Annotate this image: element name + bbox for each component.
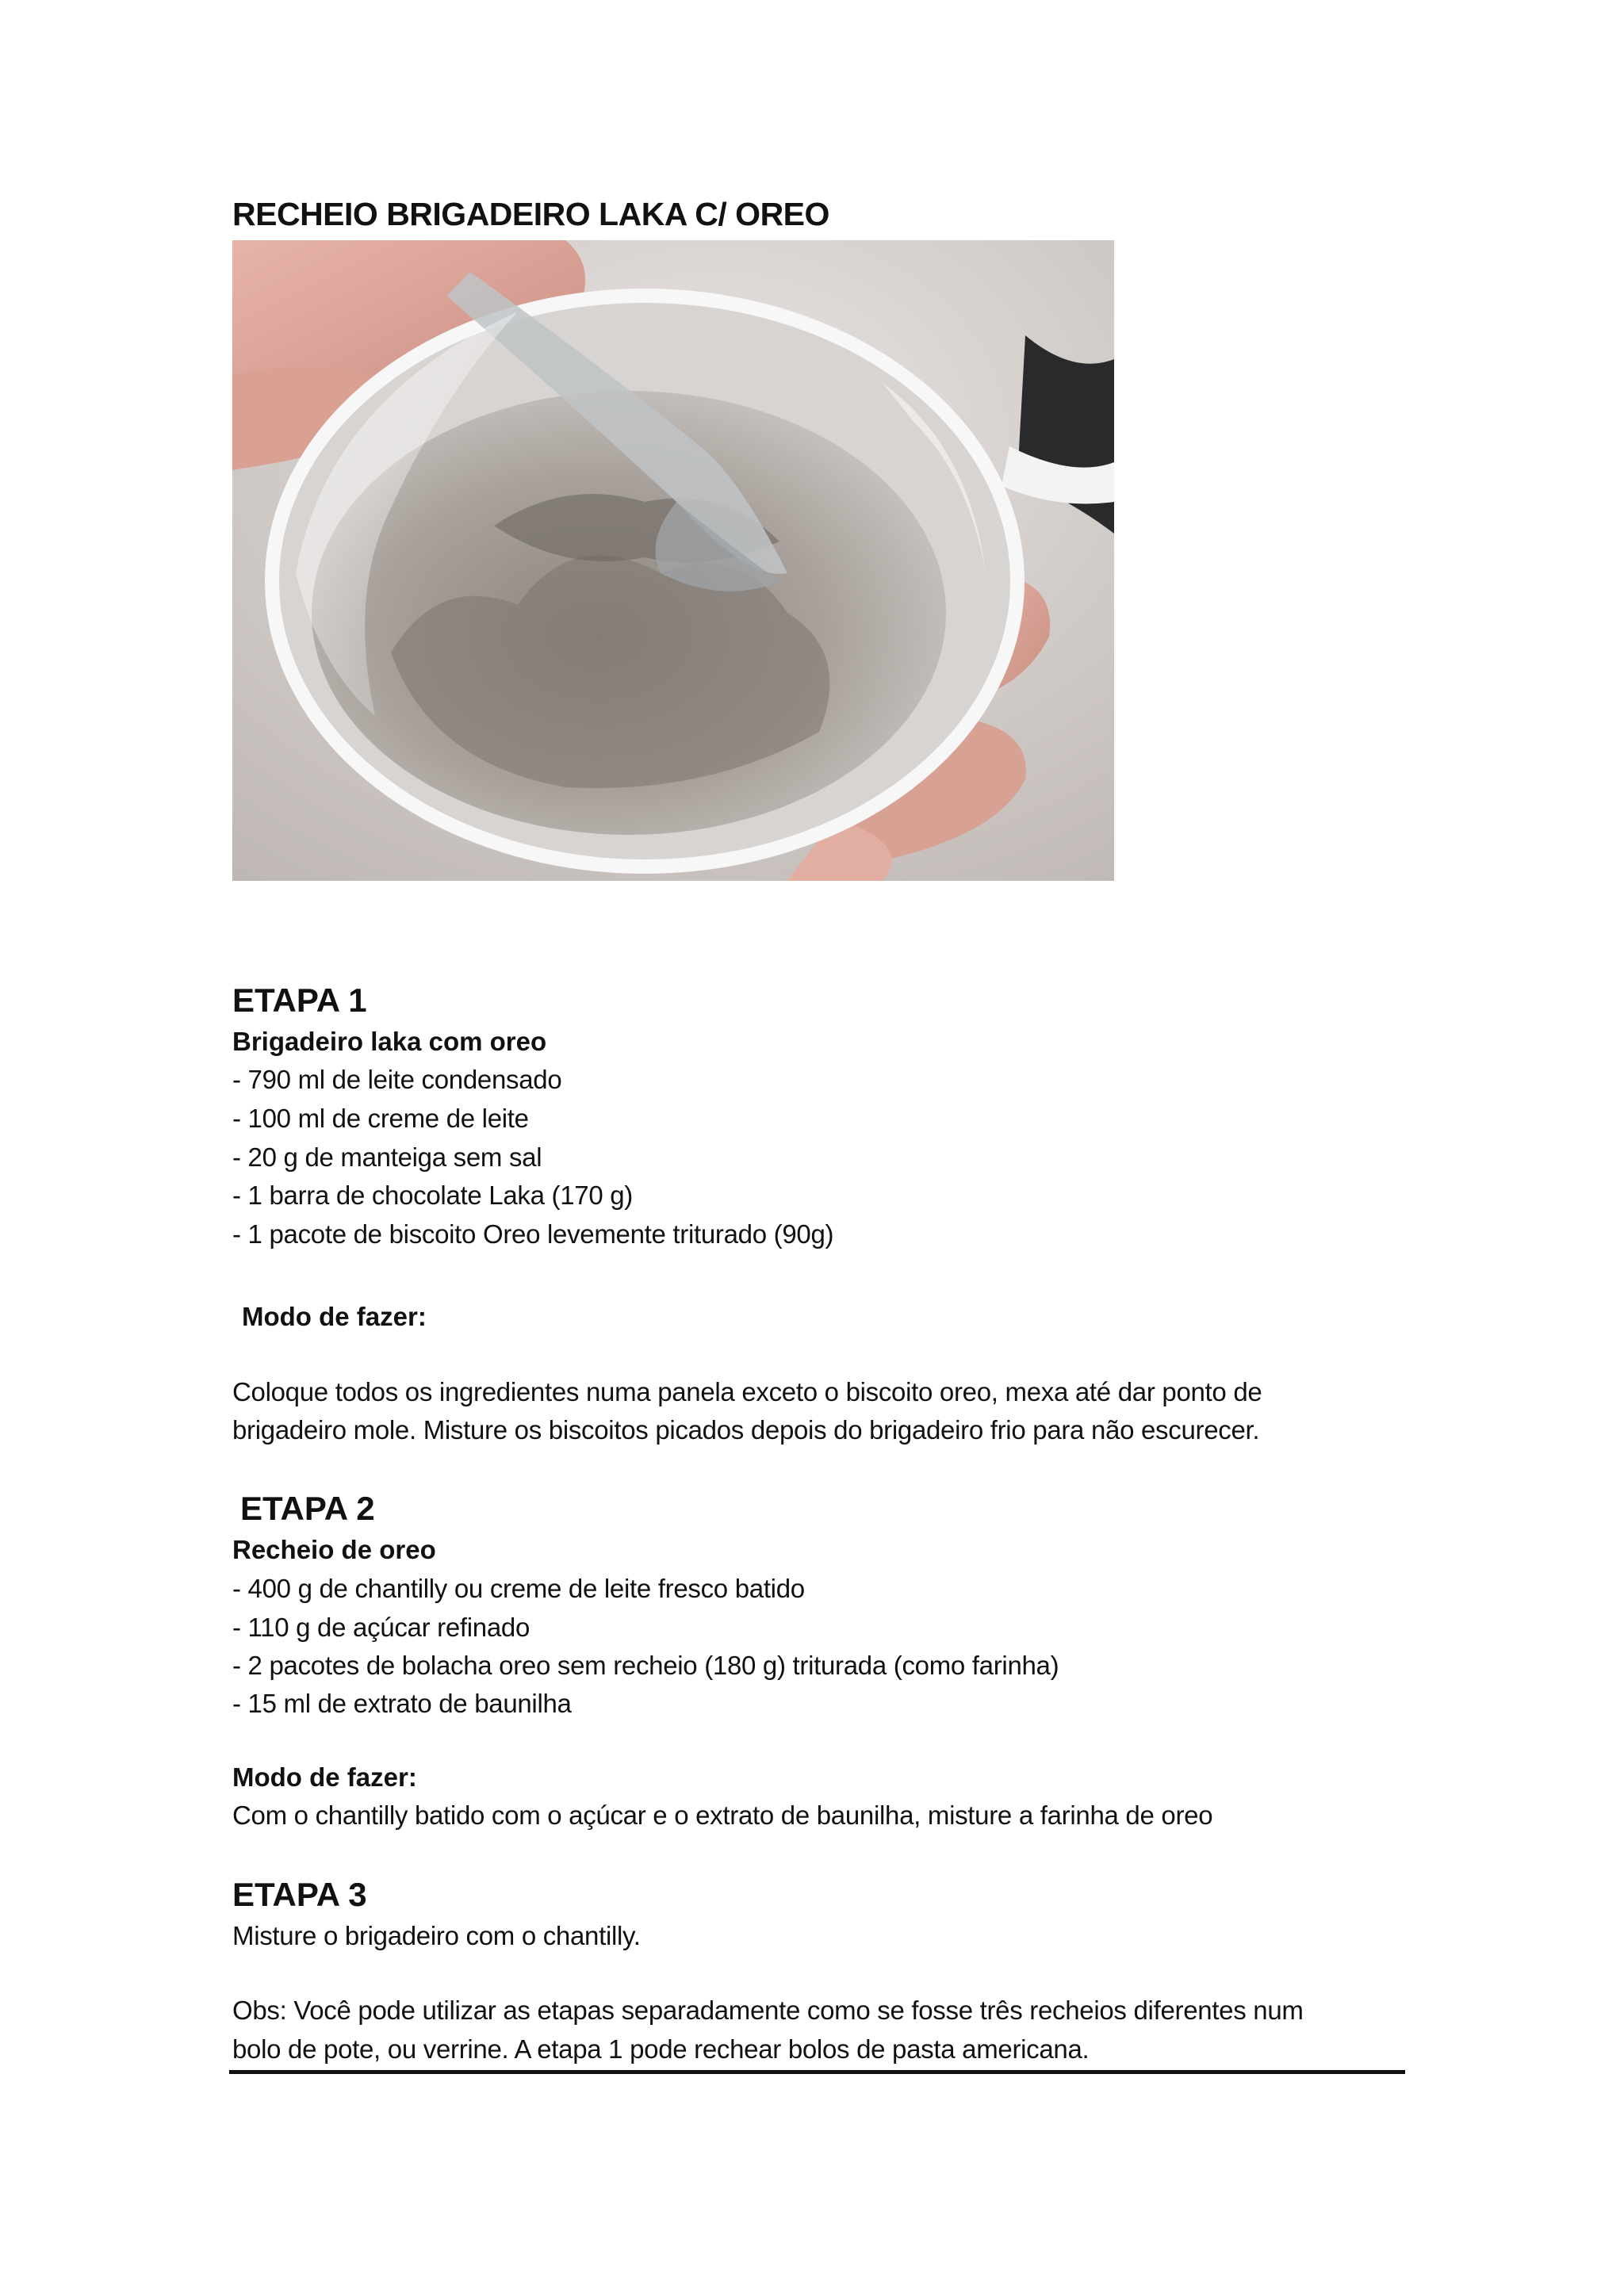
- etapa1-method-line: Coloque todos os ingredientes numa panela exceto o biscoito oreo, mexa até dar ponto de: [232, 1377, 1262, 1406]
- etapa1-method-label: Modo de fazer:: [242, 1302, 427, 1331]
- page-title: RECHEIO BRIGADEIRO LAKA C/ OREO: [232, 196, 829, 232]
- etapa1-ingredient: - 20 g de manteiga sem sal: [232, 1142, 542, 1172]
- etapa1-ingredient: - 1 barra de chocolate Laka (170 g): [232, 1181, 633, 1210]
- etapa2-ingredient: - 2 pacotes de bolacha oreo sem recheio (180 g) triturada (como farinha): [232, 1651, 1059, 1680]
- etapa2-ingredient: - 400 g de chantilly ou creme de leite fresco batido: [232, 1574, 805, 1603]
- etapa2-ingredient: - 15 ml de extrato de baunilha: [232, 1689, 572, 1718]
- bottom-rule: [229, 2070, 1405, 2074]
- obs-line: Obs: Você pode utilizar as etapas separadamente como se fosse três recheios diferentes num: [232, 1996, 1304, 2025]
- etapa1-ingredient: - 790 ml de leite condensado: [232, 1065, 562, 1094]
- etapa2-method-label: Modo de fazer:: [232, 1762, 417, 1792]
- etapa1-ingredient: - 100 ml de creme de leite: [232, 1104, 529, 1133]
- etapa1-heading: ETAPA 1: [232, 982, 367, 1019]
- etapa2-subheading: Recheio de oreo: [232, 1535, 436, 1564]
- etapa1-subheading: Brigadeiro laka com oreo: [232, 1027, 547, 1056]
- etapa3-heading: ETAPA 3: [232, 1876, 367, 1913]
- recipe-photo: [232, 240, 1114, 881]
- etapa2-method-line: Com o chantilly batido com o açúcar e o extrato de baunilha, misture a farinha de oreo: [232, 1800, 1213, 1830]
- etapa3-text: Misture o brigadeiro com o chantilly.: [232, 1921, 641, 1950]
- obs-line: bolo de pote, ou verrine. A etapa 1 pode rechear bolos de pasta americana.: [232, 2034, 1090, 2064]
- etapa1-method-line: brigadeiro mole. Misture os biscoitos picados depois do brigadeiro frio para não escurecer.: [232, 1415, 1260, 1445]
- etapa2-heading: ETAPA 2: [240, 1490, 375, 1527]
- etapa1-ingredient: - 1 pacote de biscoito Oreo levemente triturado (90g): [232, 1219, 834, 1249]
- etapa2-ingredient: - 110 g de açúcar refinado: [232, 1613, 530, 1642]
